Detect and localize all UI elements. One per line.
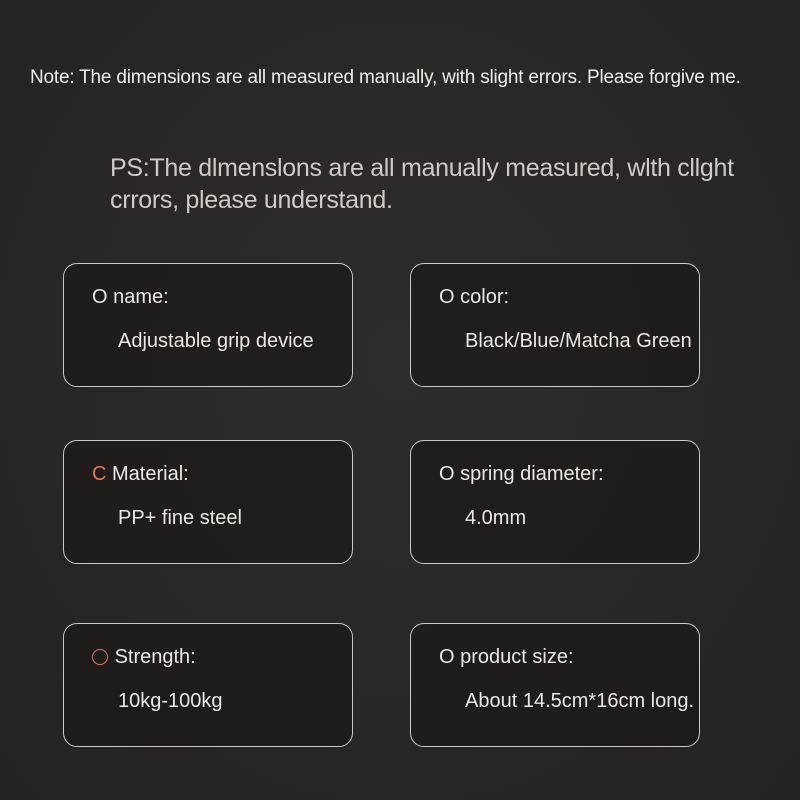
spec-card-product-size: [410, 623, 700, 747]
spec-label-text: spring diameter:: [460, 463, 604, 485]
spec-value: Black/Blue/Matcha Green: [465, 330, 692, 352]
circle-bullet-icon: O: [439, 646, 455, 668]
spec-label: [92, 646, 196, 669]
circle-bullet-icon: O: [439, 463, 455, 485]
spec-card-name: [63, 263, 353, 387]
spec-value: PP+ fine steel: [118, 507, 242, 529]
circle-bullet-icon: O: [439, 286, 455, 308]
spec-value: Adjustable grip device: [118, 330, 314, 352]
dimension-note: Note: The dimensions are all measured manually, with slight errors. Please forgive me.: [30, 67, 741, 88]
spec-label-text: Strength:: [114, 646, 196, 668]
spec-label-text: Material:: [112, 463, 189, 485]
spec-value: About 14.5cm*16cm long.: [465, 690, 695, 712]
spec-card-color: [410, 263, 700, 387]
spec-value: 10kg-100kg: [118, 690, 223, 712]
spec-label: [92, 286, 169, 309]
spec-label-text: product size:: [460, 646, 574, 668]
spec-label-text: color:: [460, 286, 510, 308]
ring-bullet-icon: [92, 649, 108, 665]
spec-label-text: name:: [113, 286, 169, 308]
ps-note: PS:The dlmenslons are all manually measured, wlth cllght crrors, please understand.: [110, 154, 734, 214]
spec-label: [439, 286, 509, 309]
spec-label: [439, 463, 604, 486]
spec-label: [92, 463, 189, 486]
spec-card-material: [63, 440, 353, 564]
spec-label: [439, 646, 574, 669]
circle-bullet-icon: O: [92, 286, 108, 308]
spec-card-spring-diameter: [410, 440, 700, 564]
spec-card-strength: [63, 623, 353, 747]
c-bullet-icon: C: [92, 463, 107, 485]
spec-value: 4.0mm: [465, 507, 527, 529]
